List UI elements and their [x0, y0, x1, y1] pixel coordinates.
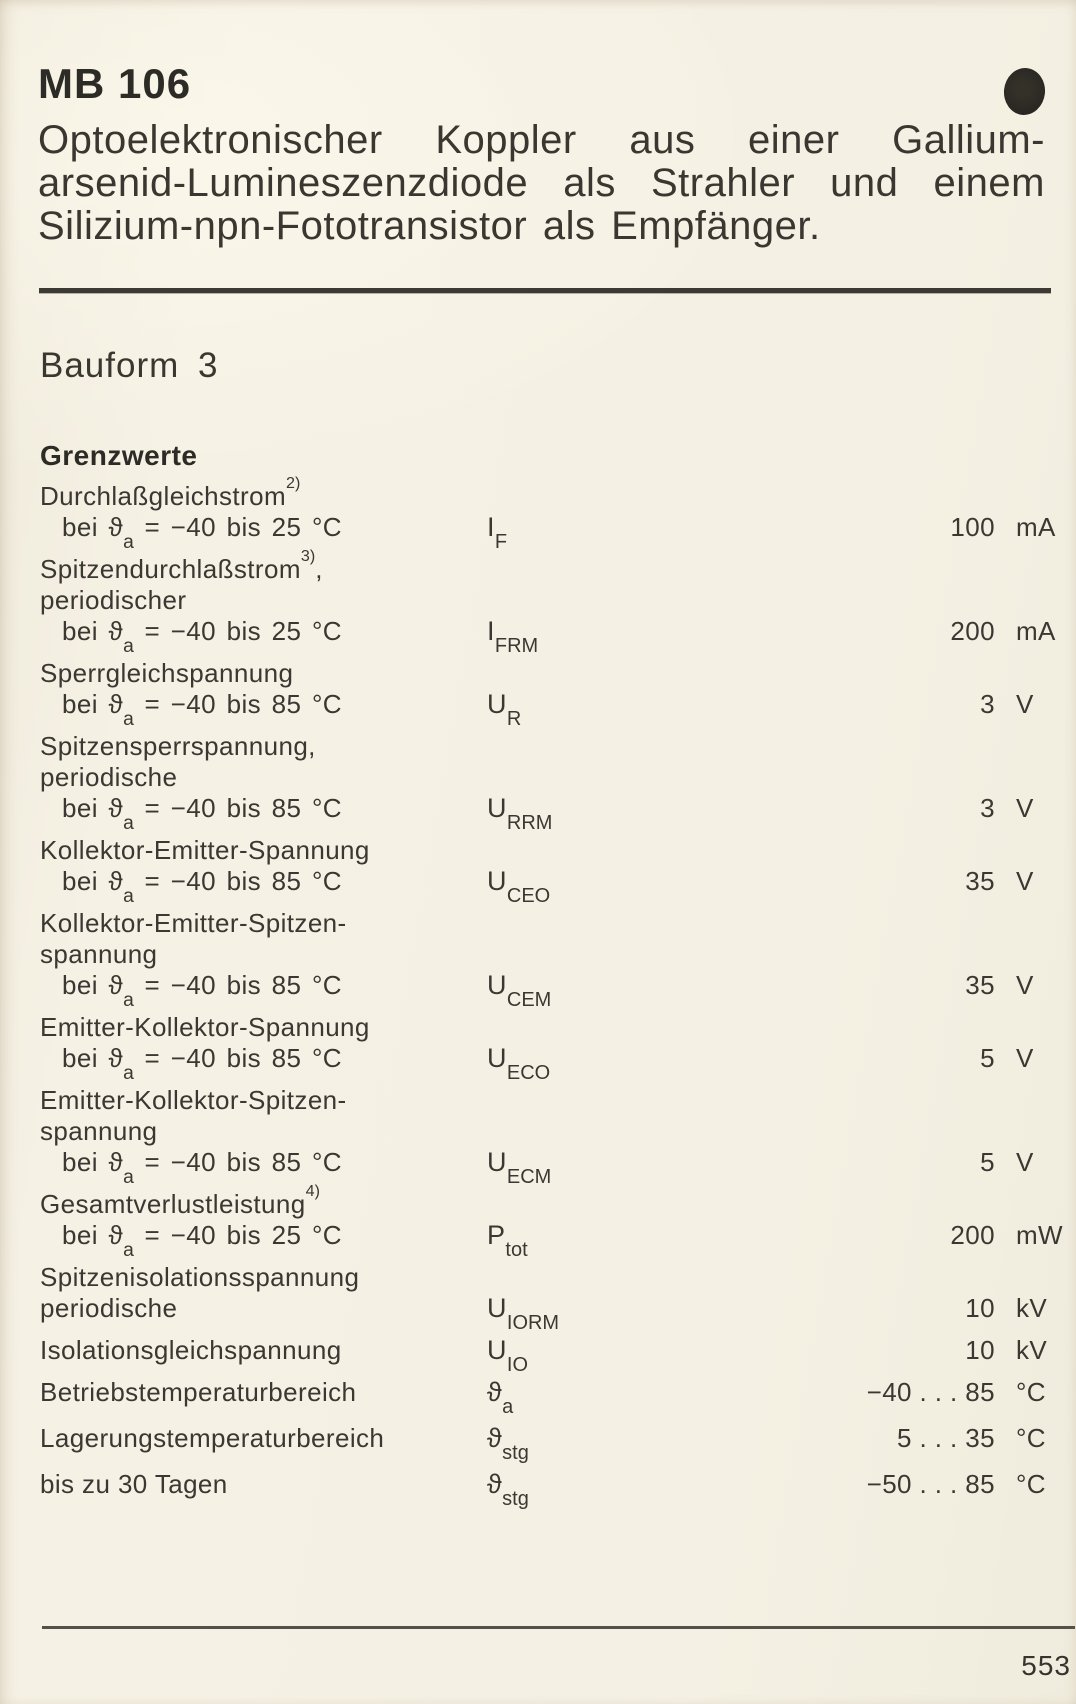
limit-row: [40, 1423, 1076, 1464]
limit-row: [40, 1262, 1076, 1334]
limit-symbol: $U_{ECM}$: [487, 1147, 552, 1188]
limit-label-line: Spitzensperrspannung,: [40, 731, 316, 761]
symbol-subscript: F: [494, 530, 508, 553]
limit-label: [40, 1085, 487, 1188]
limit-label: [40, 1182, 487, 1261]
limit-row: [40, 658, 1076, 730]
limit-label: [40, 1335, 487, 1366]
limit-value: 10: [965, 1293, 995, 1323]
description-line: Silizium-npn-Fototransistor als Empfänger.: [38, 204, 821, 248]
symbol-subscript: ECO: [506, 1061, 551, 1084]
footer-rule: [42, 1626, 1075, 1629]
limit-row: [40, 835, 1076, 907]
limit-symbol: $ϑ_{stg}$: [487, 1423, 529, 1464]
limit-unit: V: [1016, 866, 1034, 896]
limit-label-line: Gesamtverlustleistung$^{4)}$: [40, 1182, 320, 1219]
limit-symbol: $I_F$: [487, 512, 508, 553]
limit-value: 200: [950, 616, 995, 646]
corner-dot-icon: [1002, 66, 1048, 117]
section-title-grenzwerte: Grenzwerte: [40, 440, 198, 471]
limit-value: −50 . . . 85: [866, 1469, 995, 1499]
limit-row: [40, 1012, 1076, 1084]
limits-table: [0, 474, 1076, 1515]
limit-label-line: Spitzendurchlaßstrom$^{3)}$,: [40, 547, 323, 584]
symbol-subscript: ECM: [506, 1165, 552, 1188]
limit-row: [40, 1335, 1076, 1376]
symbol-subscript: FRM: [494, 634, 539, 657]
footnote-marker: 3): [300, 547, 316, 566]
limit-condition: bei $ϑ_a = -40$ bis 85 °C: [62, 793, 342, 834]
limit-label-line: Emitter-Kollektor-Spitzen-: [40, 1085, 347, 1115]
condition-subscript: a: [123, 885, 134, 907]
limit-symbol: $I_{FRM}$: [487, 616, 539, 657]
limit-row: [40, 1469, 1076, 1510]
limit-unit: °C: [1016, 1469, 1046, 1499]
limit-value: 100: [950, 512, 995, 542]
symbol-subscript: tot: [505, 1238, 528, 1261]
condition-subscript: a: [123, 989, 134, 1011]
limit-label-line: Spitzenisolationsspannung: [40, 1262, 360, 1292]
limit-unit: V: [1016, 793, 1034, 823]
limit-value: 200: [950, 1220, 995, 1250]
condition-subscript: a: [123, 531, 134, 553]
limit-unit: mW: [1016, 1220, 1063, 1250]
limit-label-line: bis zu 30 Tagen: [40, 1469, 228, 1499]
limit-label: [40, 1469, 487, 1500]
limit-unit: °C: [1016, 1423, 1046, 1453]
description-line: Optoelektronischer Koppler aus einer Gallium-: [38, 118, 1045, 162]
limit-label-line: Lagerungstemperaturbereich: [40, 1423, 385, 1453]
condition-subscript: a: [123, 1062, 134, 1084]
symbol-subscript: CEM: [506, 988, 552, 1011]
symbol-subscript: a: [502, 1395, 514, 1418]
description-line: arsenid-Lumineszenzdiode als Strahler und einem: [38, 161, 1045, 205]
limit-condition: bei $ϑ_a = -40$ bis 85 °C: [62, 689, 342, 730]
symbol-subscript: IO: [506, 1353, 528, 1376]
limit-row: [40, 1085, 1076, 1188]
symbol-subscript: stg: [502, 1441, 529, 1464]
page-number: 553: [1021, 1650, 1071, 1681]
limit-condition: bei $ϑ_a = -40$ bis 25 °C: [62, 1220, 342, 1261]
limit-label-line: Isolationsgleichspannung: [40, 1335, 342, 1365]
product-description: [38, 119, 1045, 248]
bauform-label: Bauform 3: [40, 346, 219, 385]
limit-label: [40, 731, 487, 834]
limit-unit: V: [1016, 1043, 1034, 1073]
condition-subscript: a: [123, 1166, 134, 1188]
limit-label-line: Durchlaßgleichstrom$^{2)}$: [40, 474, 301, 511]
limit-label: [40, 835, 487, 907]
limit-symbol: $U_{ECO}$: [487, 1043, 551, 1084]
symbol-subscript: stg: [502, 1487, 529, 1510]
limit-label: [40, 658, 487, 730]
limit-condition: bei $ϑ_a = -40$ bis 25 °C: [62, 616, 342, 657]
limit-symbol: $U_R$: [487, 689, 522, 730]
header-rule: [39, 288, 1051, 293]
limit-label-line: Kollektor-Emitter-Spannung: [40, 835, 370, 865]
limit-condition: bei $ϑ_a = -40$ bis 85 °C: [62, 1043, 342, 1084]
limit-label-line: Emitter-Kollektor-Spannung: [40, 1012, 370, 1042]
limit-label-line: Betriebstemperaturbereich: [40, 1377, 357, 1407]
limit-label: [40, 1377, 487, 1408]
limit-value: 5: [980, 1043, 995, 1073]
condition-subscript: a: [123, 1239, 134, 1261]
limit-unit: kV: [1016, 1293, 1048, 1323]
limit-condition: bei $ϑ_a = -40$ bis 85 °C: [62, 866, 342, 907]
limit-label-line: spannung: [40, 939, 158, 969]
limit-value: 10: [965, 1335, 995, 1365]
symbol-subscript: RRM: [506, 811, 553, 834]
limit-symbol: $U_{RRM}$: [487, 793, 553, 834]
limit-value: 3: [980, 689, 995, 719]
limit-label: [40, 908, 487, 1011]
limit-symbol: $U_{CEO}$: [487, 866, 551, 907]
limit-label: [40, 474, 487, 553]
limit-symbol: $ϑ_a$: [487, 1377, 514, 1418]
limit-unit: mA: [1016, 616, 1056, 646]
symbol-subscript: CEO: [506, 884, 551, 907]
limit-value: −40 . . . 85: [866, 1377, 995, 1407]
limit-condition: bei $ϑ_a = -40$ bis 25 °C: [62, 512, 342, 553]
condition-subscript: a: [123, 708, 134, 730]
limit-symbol: $U_{IORM}$: [487, 1293, 560, 1334]
limit-label-line: Sperrgleichspannung: [40, 658, 294, 688]
limit-condition: bei $ϑ_a = -40$ bis 85 °C: [62, 1147, 342, 1188]
limit-row: [40, 474, 1076, 553]
limit-label-line: periodische: [40, 762, 178, 792]
limit-symbol: $U_{IO}$: [487, 1335, 528, 1376]
footnote-marker: 4): [305, 1182, 320, 1201]
limit-unit: °C: [1016, 1377, 1046, 1407]
limit-label-line: periodische: [40, 1293, 178, 1323]
limit-label-line: periodischer: [40, 585, 187, 615]
limit-value: 3: [980, 793, 995, 823]
limit-symbol: $ϑ_{stg}$: [487, 1469, 529, 1510]
limit-unit: V: [1016, 689, 1034, 719]
limit-condition: bei $ϑ_a = -40$ bis 85 °C: [62, 970, 342, 1011]
limit-unit: V: [1016, 1147, 1034, 1177]
symbol-subscript: IORM: [506, 1311, 560, 1334]
limit-symbol: $P_{tot}$: [487, 1220, 528, 1261]
limit-label: [40, 1423, 487, 1454]
limit-label: [40, 1012, 487, 1084]
limit-value: 35: [965, 866, 995, 896]
limit-row: [40, 1377, 1076, 1418]
limit-label: [40, 547, 487, 657]
limit-unit: kV: [1016, 1335, 1048, 1365]
limit-unit: V: [1016, 970, 1034, 1000]
limit-value: 35: [965, 970, 995, 1000]
page-title: MB 106: [38, 60, 192, 107]
condition-subscript: a: [123, 635, 134, 657]
condition-subscript: a: [123, 812, 134, 834]
limit-label-line: spannung: [40, 1116, 158, 1146]
symbol-subscript: R: [506, 707, 522, 730]
limit-symbol: $U_{CEM}$: [487, 970, 552, 1011]
limit-value: 5: [980, 1147, 995, 1177]
limit-row: [40, 731, 1076, 834]
limit-row: [40, 908, 1076, 1011]
limit-row: [40, 547, 1076, 657]
limit-row: [40, 1182, 1076, 1261]
limit-label-line: Kollektor-Emitter-Spitzen-: [40, 908, 347, 938]
limit-unit: mA: [1016, 512, 1056, 542]
limit-value: 5 . . . 35: [897, 1423, 995, 1453]
limit-label: [40, 1262, 487, 1324]
footnote-marker: 2): [286, 474, 301, 493]
